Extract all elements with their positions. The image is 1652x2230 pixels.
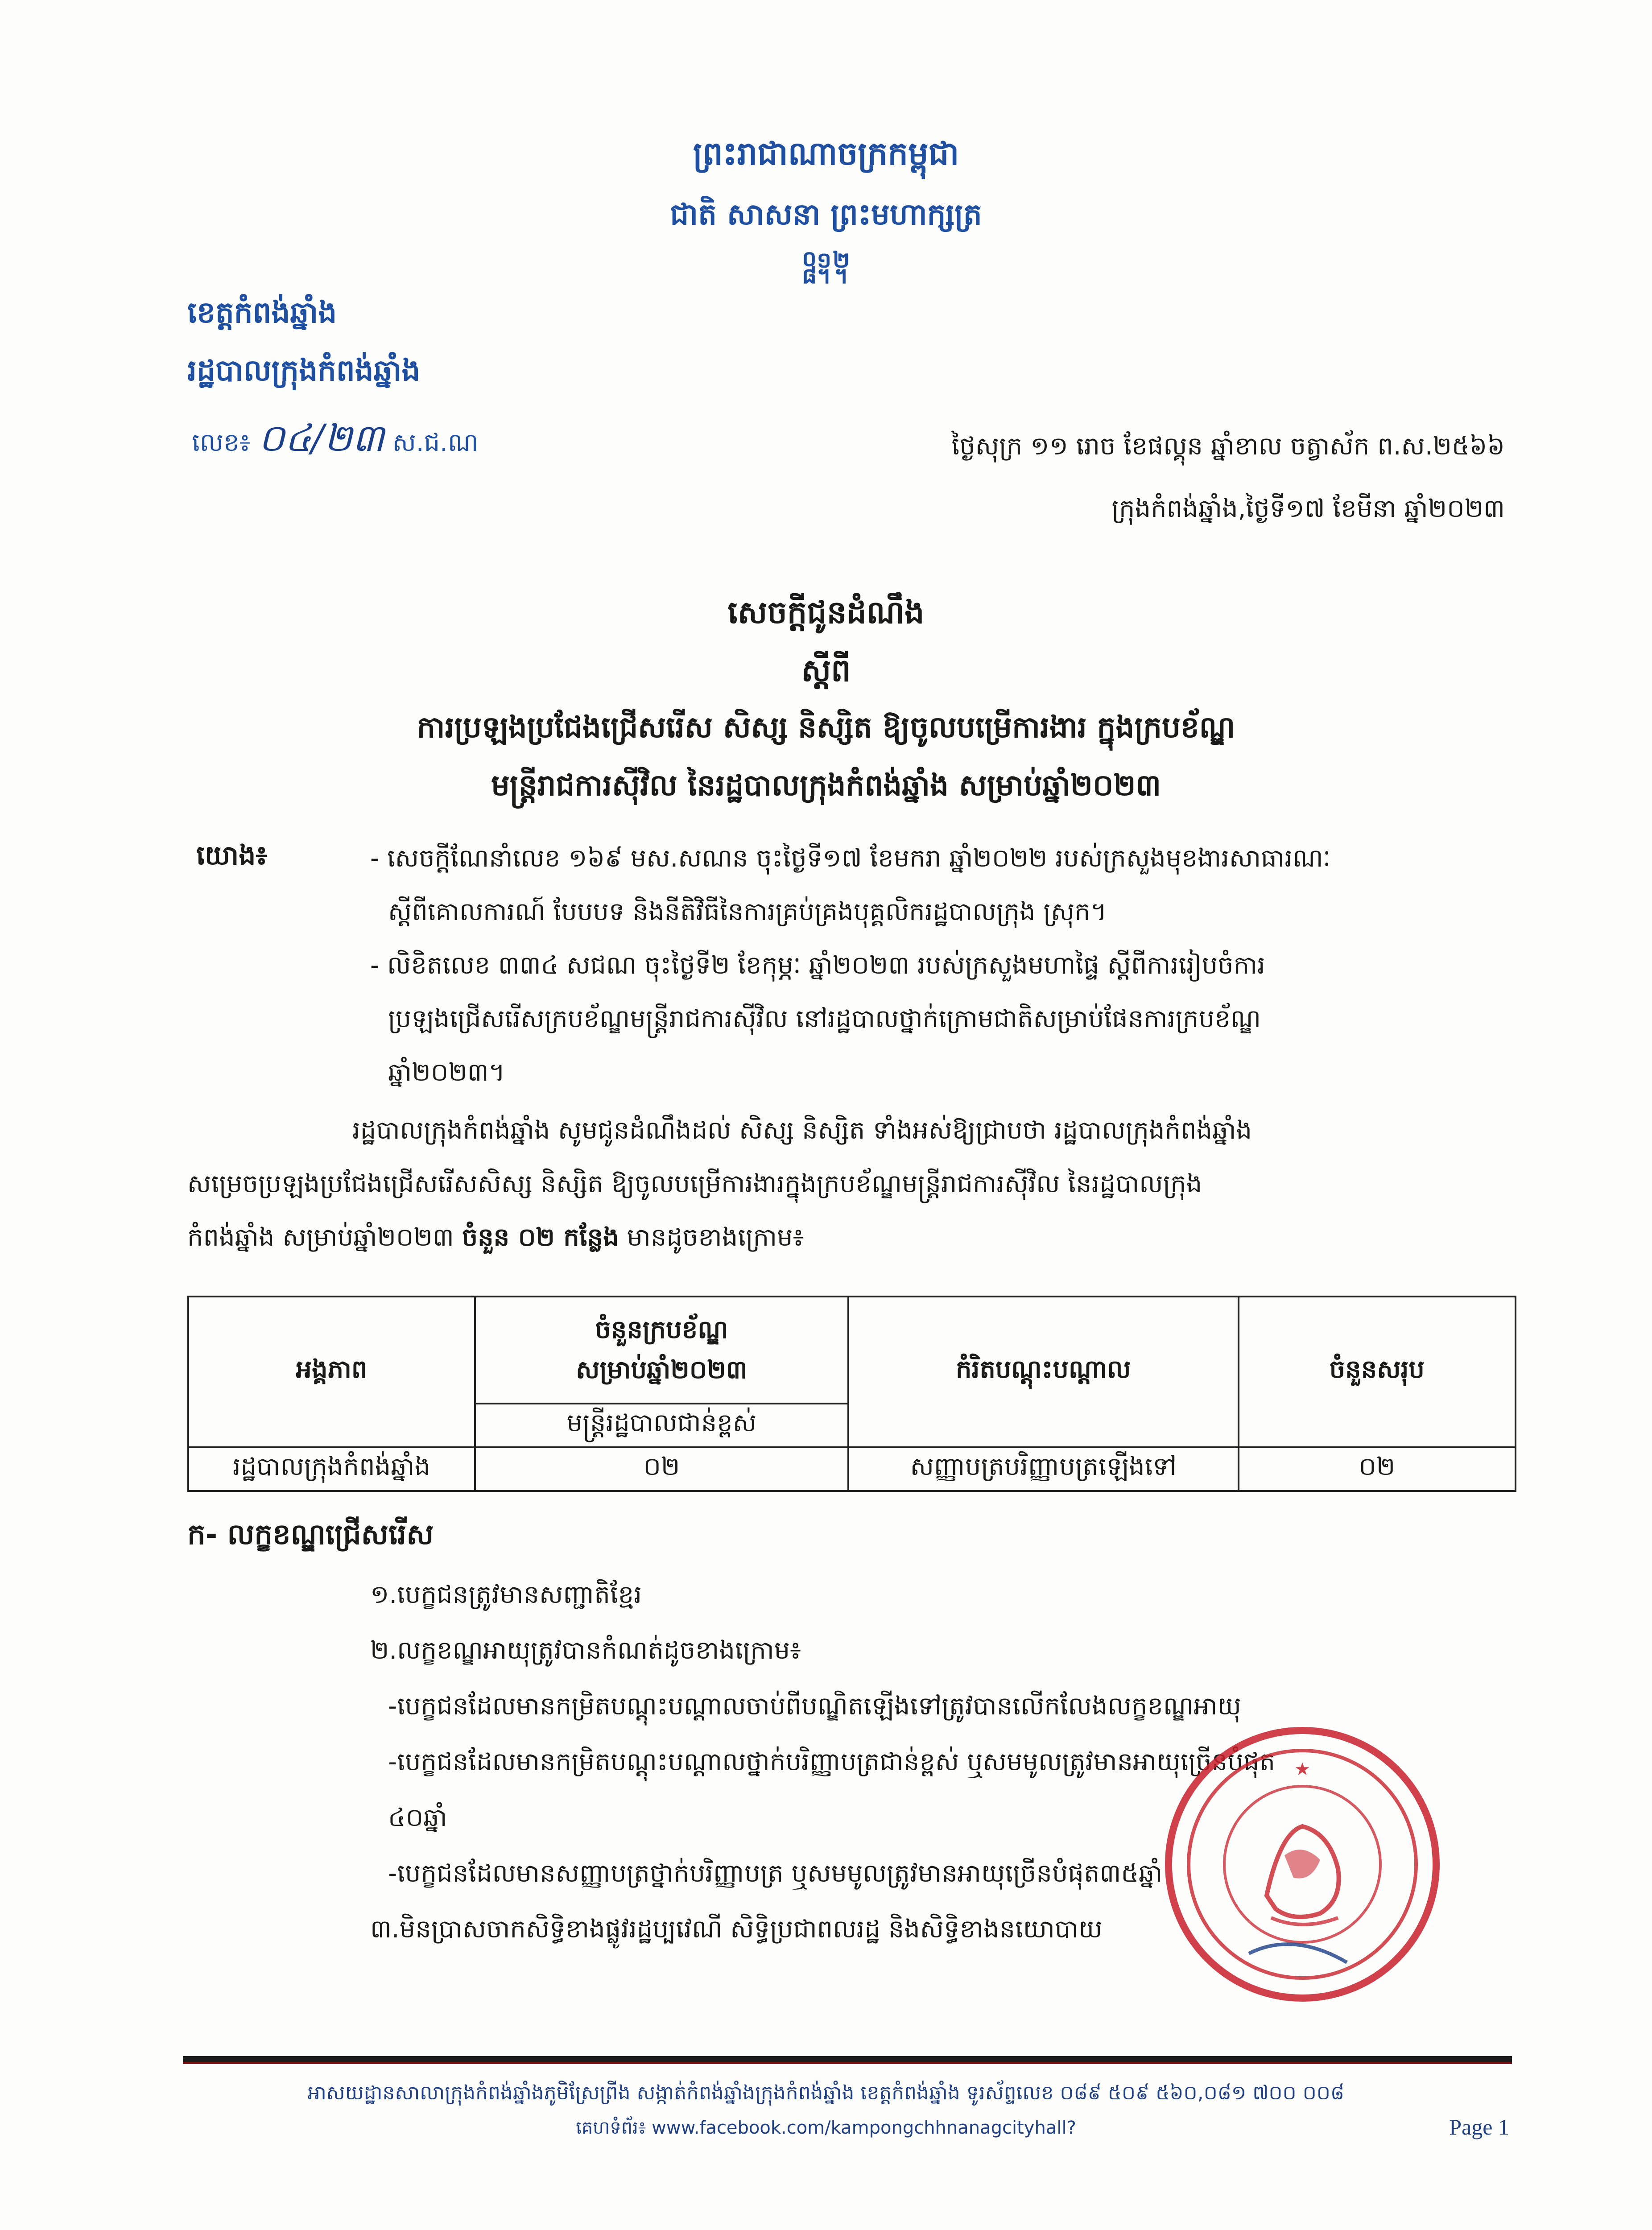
reference-1-line2: ស្តីពីគោលការណ៍ បែបបទ និងនីតិវិធីនៃការគ្រប់គ្រងបុគ្គលិករដ្ឋបាលក្រុង ស្រុក។ (388, 897, 1107, 926)
notice-title: សេចក្តីជូនដំណឹង (727, 594, 925, 631)
footer-website: គេហទំព័រ៖ www.facebook.com/kampongchhnanagcityhall? (576, 2118, 1076, 2138)
criterion-3: ៣.មិនប្រាសចាកសិទ្ធិខាងផ្លូវរដ្ឋប្បវេណី សិទ្ធិប្រជាពលរដ្ឋ និងសិទ្ធិខាងនយោបាយ (370, 1915, 1103, 1944)
intro-position-count: ចំនួន ០២ កន្លែង (462, 1223, 619, 1252)
province-name: ខេត្តកំពង់ឆ្នាំង (187, 295, 337, 330)
footer-website-url: www.facebook.com/kampongchhnanagcityhall? (652, 2118, 1076, 2138)
header-total: ចំនួនសរុប (1239, 1297, 1516, 1447)
page-number: Page 1 (1449, 2114, 1509, 2139)
solar-date: ក្រុងកំពង់ឆ្នាំង,ថ្ងៃទី១៧ ខែមីនា ឆ្នាំ២០២៣ (1111, 494, 1505, 523)
notice-subject-label: ស្តីពី (801, 652, 851, 689)
reference-2-line3: ឆ្នាំ២០២៣។ (388, 1058, 505, 1087)
header-unit: អង្គភាព (188, 1297, 475, 1447)
notice-subject-line2: មន្ត្រីរាជការស៊ីវិល នៃរដ្ឋបាលក្រុងកំពង់ឆ្នាំង សម្រាប់ឆ្នាំ២០២៣ (491, 768, 1161, 802)
ref-prefix: លេខ៖ (192, 428, 251, 457)
recruitment-table (187, 1296, 1516, 1492)
criterion-2a: -បេក្ខជនដែលមានកម្រិតបណ្តុះបណ្តាលចាប់ពីបណ្ឌិតឡើងទៅត្រូវបានលើកលែងលក្ខខណ្ឌអាយុ (388, 1692, 1241, 1721)
cell-education: សញ្ញាបត្របរិញ្ញាបត្រឡើងទៅ (848, 1447, 1239, 1491)
criterion-2c: -បេក្ខជនដែលមានសញ្ញាបត្រថ្នាក់បរិញ្ញាបត្រ ឬសមមូលត្រូវមានអាយុច្រើនបំផុត៣៥ឆ្នាំ (388, 1859, 1163, 1888)
svg-text:★: ★ (1294, 1759, 1310, 1780)
intro-line2: សម្រេចប្រឡងប្រជែងជ្រើសរើសសិស្ស និស្សិត ឱ្យចូលបម្រើការងារក្នុងក្របខ័ណ្ឌមន្ត្រីរាជការស៊ីវិល នៃរដ្ឋបាលក្រុង (187, 1169, 1202, 1198)
header-quota: ចំនួនក្របខ័ណ្ឌ សម្រាប់ឆ្នាំ២០២៣ (475, 1297, 848, 1404)
reference-2-line2: ប្រឡងជ្រើសរើសក្របខ័ណ្ឌមន្ត្រីរាជការស៊ីវិល នៅរដ្ឋបាលថ្នាក់ក្រោមជាតិសម្រាប់ផែនការក្របខ័ណ្ឌ (388, 1004, 1261, 1033)
criterion-1: ១.បេក្ខជនត្រូវមានសញ្ជាតិខ្មែរ (370, 1580, 642, 1609)
ref-suffix: ស.ជ.ណ (392, 428, 479, 457)
references-label: យោង៖ (196, 840, 268, 871)
city-administration-name: រដ្ឋបាលក្រុងកំពង់ឆ្នាំង (187, 353, 421, 388)
criterion-2b-line1: -បេក្ខជនដែលមានកម្រិតបណ្តុះបណ្តាលថ្នាក់បរិញ្ញាបត្រជាន់ខ្ពស់ ឬសមមូលត្រូវមានអាយុច្រើនបំផុត (388, 1747, 1275, 1776)
reference-number (192, 415, 478, 470)
intro-line1: រដ្ឋបាលក្រុងកំពង់ឆ្នាំង សូមជូនដំណឹងដល់ សិស្ស និស្សិត ទាំងអស់ឱ្យជ្រាបថា រដ្ឋបាលក្រុងកំពង់ឆ្នាំង (352, 1116, 1252, 1145)
header-quota-sub: មន្ត្រីរដ្ឋបាលជាន់ខ្ពស់ (475, 1404, 848, 1447)
notice-subject-line1: ការប្រឡងប្រជែងជ្រើសរើស សិស្ស និស្សិត ឱ្យចូលបម្រើការងារ ក្នុងក្របខ័ណ្ឌ (417, 710, 1235, 744)
criterion-2b-line2: ៤០ឆ្នាំ (388, 1803, 447, 1832)
cell-quota: ០២ (475, 1447, 848, 1491)
header-education: កំរិតបណ្តុះបណ្តាល (848, 1297, 1239, 1447)
lunar-date: ថ្ងៃសុក្រ ១១ រោច ខែផល្គុន ឆ្នាំខាល ចត្វាស័ក ព.ស.២៥៦៦ (951, 432, 1505, 461)
kingdom-heading: ព្រះរាជាណាចក្រកម្ពុជា (693, 135, 959, 172)
national-motto: ជាតិ សាសនា ព្រះមហាក្សត្រ (670, 197, 982, 231)
reference-1-line1: - សេចក្តីណែនាំលេខ ១៦៩ មស.សណន ចុះថ្ងៃទី១៧ ខែមករា ឆ្នាំ២០២២ របស់ក្រសួងមុខងារសាធារណៈ (370, 844, 1331, 873)
criterion-2: ២.លក្ខខណ្ឌអាយុត្រូវបានកំណត់ដូចខាងក្រោម៖ (370, 1636, 801, 1665)
ref-handwritten-number: ០៤/២៣ (258, 416, 384, 460)
ornament: ᧠᧡᧢ (802, 256, 850, 282)
cell-unit: រដ្ឋបាលក្រុងកំពង់ឆ្នាំង (188, 1447, 475, 1491)
footer-address: អាសយដ្ឋានសាលាក្រុងកំពង់ឆ្នាំងភូមិស្រែព្រីង សង្កាត់កំពង់ឆ្នាំងក្រុងកំពង់ឆ្នាំង ខេត្តកំពង់ឆ្នាំង ទូរស័ព្ទលេខ ០៨៩ ៥០៩ ៥៦០,០៨១ ៧០០ ០០៨ (307, 2081, 1345, 2104)
official-seal (1160, 1722, 1445, 2007)
intro-line3: កំពង់ឆ្នាំង សម្រាប់ឆ្នាំ២០២៣ ចំនួន ០២ កន្លែង មានដូចខាងក្រោម៖ (187, 1223, 804, 1252)
reference-2-line1: - លិខិតលេខ ៣៣៤ សជណ ចុះថ្ងៃទី២ ខែកុម្ភៈ ឆ្នាំ២០២៣ របស់ក្រសួងមហាផ្ទៃ ស្តីពីការរៀបចំការ (370, 951, 1265, 980)
footer-divider (183, 2056, 1512, 2064)
criteria-heading: ក- លក្ខខណ្ឌជ្រើសរើស (187, 1518, 434, 1551)
cell-total: ០២ (1239, 1447, 1516, 1491)
